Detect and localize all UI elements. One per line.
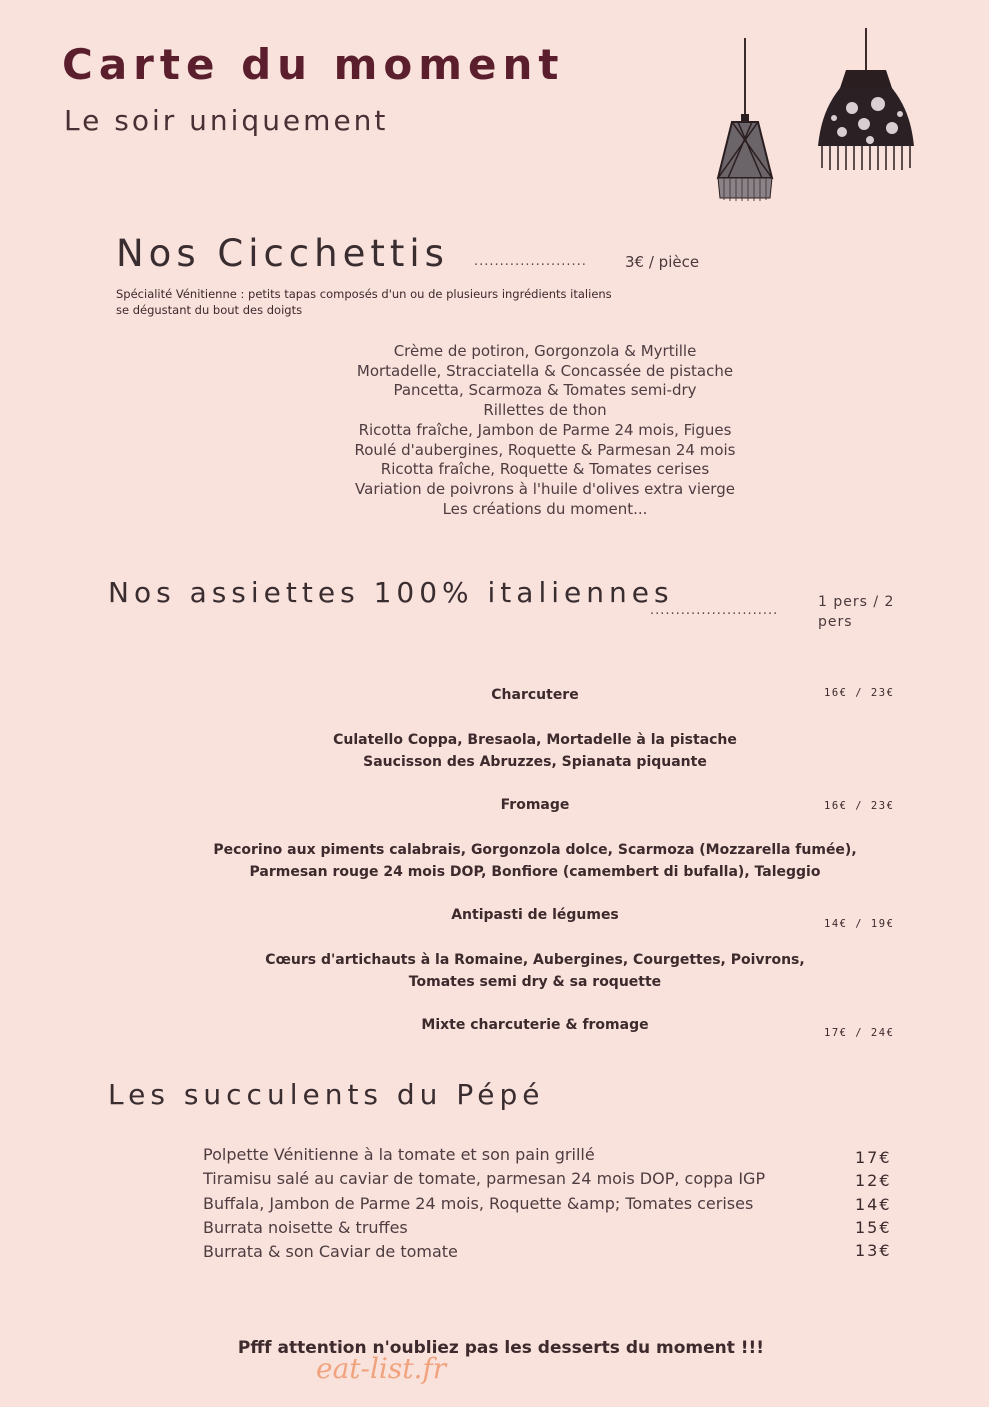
pers-label-line: pers [818, 614, 853, 630]
cicchetti-item: Mortadelle, Stracciatella & Concassée de pistache [356, 361, 734, 380]
pendant-lamp-left-icon [700, 38, 790, 206]
cicchettis-title: Nos Cicchettis [116, 232, 449, 275]
cicchetti-item: Crème de potiron, Gorgonzola & Myrtille [393, 342, 697, 360]
pepe-item-name: Buffala, Jambon de Parme 24 mois, Roquette &amp; Tomates cerises [203, 1194, 754, 1213]
plate-desc-line: Cœurs d'artichauts à la Romaine, Aubergines, Courgettes, Poivrons, [265, 952, 805, 968]
pepe-item-name: Burrata & son Caviar de tomate [203, 1242, 458, 1261]
pepe-item-name: Tiramisu salé au caviar de tomate, parmesan 24 mois DOP, coppa IGP [203, 1169, 766, 1188]
plate-desc-line: Pecorino aux piments calabrais, Gorgonzola dolce, Scarmoza (Mozzarella fumée), [213, 842, 857, 858]
cicchettis-leader-dots: ...................... [474, 254, 587, 269]
assiettes-leader-dots: ......................... [650, 603, 779, 618]
pepe-item-price: 12€ [855, 1171, 892, 1190]
pepe-item-price: 17€ [855, 1148, 892, 1167]
footer-note: Pfff attention n'oubliez pas les desserts du moment !!! [237, 1338, 765, 1358]
pers-label-line: 1 pers / 2 [818, 594, 895, 610]
watermark: eat-list.fr [316, 1352, 447, 1385]
page-subtitle: Le soir uniquement [64, 104, 389, 137]
assiettes-pers-label [818, 592, 918, 632]
plate-desc-line: Parmesan rouge 24 mois DOP, Bonfiore (camembert di bufalla), Taleggio [249, 864, 821, 880]
plate-desc-line: Tomates semi dry & sa roquette [408, 974, 662, 990]
plate-desc-charcuterie [160, 729, 910, 773]
cicchetti-item: Roulé d'aubergines, Roquette & Parmesan 24 mois [354, 440, 736, 459]
plate-desc-fromage [160, 839, 910, 883]
cicchettis-price: 3€ / pièce [625, 253, 700, 271]
plate-name-mixte: Mixte charcuterie & fromage [421, 1017, 649, 1033]
plate-name-charcuterie: Charcutere [491, 687, 579, 703]
pepe-item-price: 14€ [855, 1195, 892, 1214]
cicchetti-item: Les créations du moment... [442, 499, 648, 518]
pendant-lamp-right-icon [812, 28, 920, 176]
plate-price-antipasti: 14€ / 19€ [824, 918, 895, 930]
plate-desc-antipasti [160, 949, 910, 993]
plate-price-mixte: 17€ / 24€ [824, 1027, 895, 1039]
pepe-item-name: Polpette Vénitienne à la tomate et son pain grillé [203, 1145, 595, 1164]
plate-price-charcuterie: 16€ / 23€ [824, 687, 895, 699]
cicchettis-list [345, 342, 745, 519]
cicchetti-item: Ricotta fraîche, Roquette & Tomates cerises [380, 460, 710, 479]
cicchetti-item: Variation de poivrons à l'huile d'olives extra vierge [355, 479, 735, 498]
cicchetti-item: Pancetta, Scarmoza & Tomates semi-dry [393, 381, 697, 400]
cicchettis-description [116, 286, 716, 318]
cicchettis-description-line: se dégustant du bout des doigts [116, 303, 303, 317]
pepe-item-price: 13€ [855, 1241, 892, 1260]
cicchettis-description-line: Spécialité Vénitienne : petits tapas composés d'un ou de plusieurs ingrédients italiens [116, 287, 612, 301]
plate-name-antipasti: Antipasti de légumes [451, 907, 619, 923]
pepe-item-name: Burrata noisette & truffes [203, 1218, 408, 1237]
cicchetti-item: Ricotta fraîche, Jambon de Parme 24 mois, Figues [358, 420, 732, 439]
assiettes-title: Nos assiettes 100% italiennes [108, 576, 674, 609]
plate-desc-line: Saucisson des Abruzzes, Spianata piquante [363, 754, 707, 770]
plate-price-fromage: 16€ / 23€ [824, 800, 895, 812]
plate-name-fromage: Fromage [500, 797, 570, 813]
pepe-title: Les succulents du Pépé [108, 1078, 545, 1111]
cicchetti-item: Rillettes de thon [483, 401, 607, 420]
plate-desc-line: Culatello Coppa, Bresaola, Mortadelle à la pistache [333, 732, 737, 748]
page-title: Carte du moment [62, 40, 565, 89]
pepe-item-price: 15€ [855, 1218, 892, 1237]
